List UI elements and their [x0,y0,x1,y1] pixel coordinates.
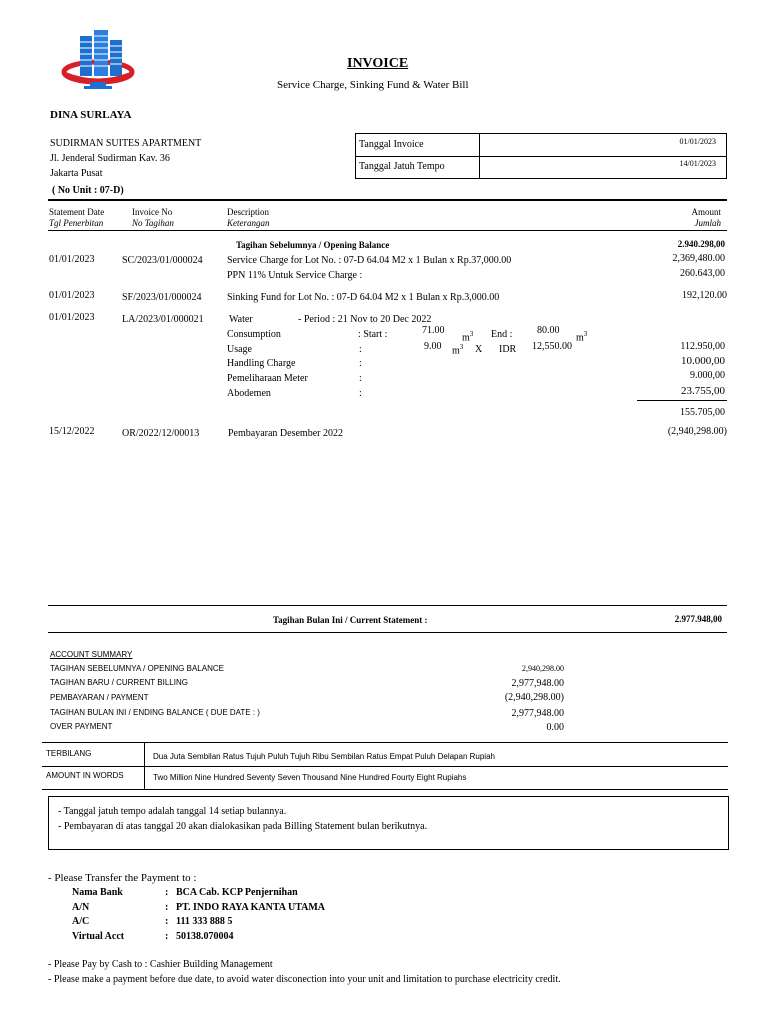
water-period: - Period : 21 Nov to 20 Dec 2022 [298,314,432,325]
opening-amount: 2.940.298,00 [677,239,725,249]
customer-name: DINA SURLAYA [50,109,132,121]
water-label: Water [229,314,253,325]
col-date-sub: Tgl Penerbitan [49,218,104,228]
water-date: 01/01/2023 [49,312,95,323]
sinking-date: 01/01/2023 [49,290,95,301]
invoice-date-value: 01/01/2023 [679,137,716,146]
meter-label: Pemeliharaan Meter [227,373,308,384]
summary-row-value: 0.00 [546,722,564,733]
usage-amount: 112.950,00 [680,341,725,352]
transfer-colon: : [165,902,169,913]
invoice-date-label: Tanggal Invoice [359,139,424,150]
service-date: 01/01/2023 [49,254,95,265]
service-amount: 2,369,480.00 [672,253,725,264]
terbilang-label: TERBILANG [46,749,92,758]
usage-unit: $m^3$ [452,343,464,357]
water-invoice: LA/2023/01/000021 [122,314,204,325]
water-total: 155.705,00 [680,407,725,418]
transfer-colon: : [165,931,169,942]
warning-note: - Please make a payment before due date, to avoid water disconection into your unit and limitation to purchase electricity credit. [48,974,561,985]
amount-words-label: AMOUNT IN WORDS [46,771,124,780]
col-invoice: Invoice No [132,207,173,217]
transfer-value: PT. INDO RAYA KANTA UTAMA [176,902,325,913]
due-date-label: Tanggal Jatuh Tempo [359,161,445,172]
top-rule [48,199,727,201]
transfer-label: A/N [72,902,90,913]
customer-address-1: Jl. Jenderal Sudirman Kav. 36 [50,153,170,164]
summary-row-value: 2,940,298.00 [522,664,564,673]
handling-amount: 10.000,00 [681,355,725,367]
note-item: - Tanggal jatuh tempo adalah tanggal 14 setiap bulannya. [58,806,287,817]
start-label: : Start : [358,329,388,340]
payment-desc: Pembayaran Desember 2022 [228,428,343,439]
summary-row-label: PEMBAYARAN / PAYMENT [50,693,149,702]
ppn-amount: 260.643,00 [680,268,725,279]
col-date: Statement Date [49,207,105,217]
unit-number: ( No Unit : 07-D) [52,185,124,196]
summary-row-label: TAGIHAN BARU / CURRENT BILLING [50,678,188,687]
usage-idr: IDR [499,344,517,355]
transfer-value: 111 333 888 5 [176,916,233,927]
header-rule [48,230,727,231]
transfer-colon: : [165,887,169,898]
transfer-label: A/C [72,916,90,927]
abodemen-label: Abodemen [227,388,271,399]
end-label: End : [491,329,513,340]
usage-value: 9.00 [424,341,442,352]
customer-address-2: Jakarta Pusat [50,168,103,179]
invoice-title: INVOICE [347,56,409,71]
transfer-value: 50138.070004 [176,931,234,942]
ppn-label: PPN 11% Untuk Service Charge : [227,270,363,281]
summary-row-value: 2,977,948.00 [511,678,564,689]
col-amount: Amount [691,207,721,217]
terbilang-text: Dua Juta Sembilan Ratus Tujuh Puluh Tujuh Ribu Sembilan Ratus Empat Puluh Delapan Rupiah [153,752,495,761]
end-value: 80.00 [537,325,560,336]
opening-label: Tagihan Sebelumnya / Opening Balance [236,240,390,250]
start-unit: $m^3$ [462,330,474,344]
col-desc: Description [227,207,269,217]
consumption-label: Consumption [227,329,281,340]
summary-row-label: TAGIHAN BULAN INI / ENDING BALANCE ( DUE DATE : ) [50,708,260,717]
end-unit: $m^3$ [576,330,588,344]
summary-row-value: 2,977,948.00 [511,708,564,719]
col-desc-sub: Keterangan [227,218,270,228]
current-label: Tagihan Bulan Ini / Current Statement : [273,615,428,625]
meter-amount: 9.000,00 [690,370,725,381]
sinking-amount: 192,120.00 [682,290,727,301]
sinking-invoice: SF/2023/01/000024 [122,292,202,303]
transfer-intro: - Please Transfer the Payment to : [48,872,197,884]
usage-rate: 12,550.00 [532,341,572,352]
summary-row-label: OVER PAYMENT [50,722,113,731]
usage-x: X [475,344,483,355]
water-subtotal-rule [637,400,727,401]
payment-date: 15/12/2022 [49,426,95,437]
start-value: 71.00 [422,325,445,336]
summary-row-value: (2,940,298.00) [504,692,564,703]
meter-colon: : [359,373,362,384]
customer-building: SUDIRMAN SUITES APARTMENT [50,138,202,149]
payment-invoice: OR/2022/12/00013 [122,428,200,439]
amount-words-text: Two Million Nine Hundred Seventy Seven Thousand Nine Hundred Fourty Eight Rupiahs [153,773,467,782]
usage-label: Usage [227,344,252,355]
summary-row-label: TAGIHAN SEBELUMNYA / OPENING BALANCE [50,664,224,673]
transfer-label: Nama Bank [72,887,123,898]
words-box [42,742,728,790]
col-amount-sub: Jumlah [694,218,721,228]
current-rule-bottom [48,632,727,633]
col-invoice-sub: No Tagihan [132,218,174,228]
transfer-colon: : [165,916,169,927]
payment-amount: (2,940,298.00) [667,426,727,437]
handling-colon: : [359,358,362,369]
abodemen-colon: : [359,388,362,399]
company-logo [58,26,148,96]
due-date-value: 14/01/2023 [679,159,716,168]
handling-label: Handling Charge [227,358,296,369]
service-desc: Service Charge for Lot No. : 07-D 64.04 M2 x 1 Bulan x Rp.37,000.00 [227,255,512,266]
summary-title: ACCOUNT SUMMARY [50,650,133,659]
service-invoice: SC/2023/01/000024 [122,255,203,266]
current-amount: 2.977.948,00 [674,614,722,624]
abodemen-amount: 23.755,00 [681,385,725,397]
usage-colon: : [359,344,362,355]
cash-note: - Please Pay by Cash to : Cashier Building Management [48,959,273,970]
transfer-label: Virtual Acct [72,931,125,942]
invoice-subtitle: Service Charge, Sinking Fund & Water Bill [277,79,469,91]
current-rule [48,605,727,606]
sinking-desc: Sinking Fund for Lot No. : 07-D 64.04 M2 x 1 Bulan x Rp.3,000.00 [227,292,500,303]
transfer-value: BCA Cab. KCP Penjernihan [176,887,298,898]
note-item: - Pembayaran di atas tanggal 20 akan dialokasikan pada Billing Statement bulan berikutnya. [58,821,428,832]
